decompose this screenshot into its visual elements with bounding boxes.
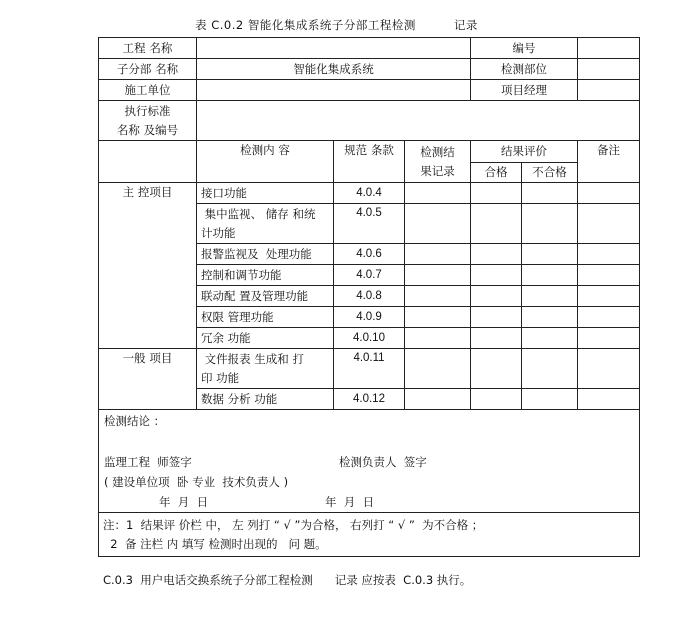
item-category-header bbox=[99, 141, 197, 183]
item-fail bbox=[522, 286, 578, 307]
item-content bbox=[197, 265, 334, 286]
column-header-row-1 bbox=[99, 141, 640, 163]
inspector-signature-label: 检测负责人 签字 bbox=[339, 455, 427, 469]
title-right: 记录 bbox=[453, 18, 478, 32]
title-left: 表 C.0.2 智能化集成系统子分部工程检测 bbox=[195, 18, 416, 32]
number-label: 编号 bbox=[471, 38, 578, 59]
item-remark bbox=[578, 307, 640, 328]
item-remark bbox=[578, 349, 640, 389]
project-name-row bbox=[99, 38, 640, 59]
item-record bbox=[405, 349, 471, 389]
sub-division-value: 智能化集成系统 bbox=[197, 59, 471, 80]
item-remark bbox=[578, 286, 640, 307]
construction-unit-value bbox=[197, 80, 471, 101]
item-content bbox=[197, 389, 334, 410]
item-pass bbox=[471, 204, 522, 244]
note-line-2: 2 备 注栏 内 填写 检测时出现的 问 题。 bbox=[103, 536, 327, 551]
item-record bbox=[405, 244, 471, 265]
notes-row bbox=[99, 513, 640, 557]
item-fail bbox=[522, 389, 578, 410]
construction-unit-row bbox=[99, 80, 640, 101]
conclusion-label: 检测结论 ： bbox=[104, 414, 166, 428]
record-header-line1: 检测结 bbox=[420, 144, 455, 159]
conclusion-row bbox=[99, 410, 640, 513]
item-fail bbox=[522, 265, 578, 286]
item-remark bbox=[578, 389, 640, 410]
item-remark bbox=[578, 183, 640, 204]
sub-division-row bbox=[99, 59, 640, 80]
clause-column-header: 规范 条款 bbox=[334, 141, 405, 183]
construction-owner-label: ( 建设单位项 卧 专业 技术负责人 ) bbox=[104, 475, 289, 489]
item-record bbox=[405, 328, 471, 349]
notes-cell bbox=[99, 513, 640, 557]
item-clause: 4.0.12 bbox=[334, 389, 405, 410]
item-fail bbox=[522, 204, 578, 244]
number-value bbox=[578, 38, 640, 59]
item-content-line2: 印 功能 bbox=[201, 370, 240, 385]
construction-unit-label: 施工单位 bbox=[99, 80, 197, 101]
evaluation-column-header: 结果评价 bbox=[471, 141, 578, 163]
note-line-1: 注：1 结果评 价栏 中， 左 列打 “ √ ”为合格， 右列打 “ √ ” 为不合格 ； bbox=[103, 517, 484, 532]
item-content-line1: 集中监视、 储存 和统 bbox=[201, 206, 316, 221]
standard-label-line2: 名称 及编号 bbox=[116, 122, 179, 137]
remark-column-header: 备注 bbox=[578, 141, 640, 183]
sub-division-label: 子分部 名称 bbox=[99, 59, 197, 80]
item-fail bbox=[522, 183, 578, 204]
fail-column-header: 不合格 bbox=[522, 163, 578, 183]
main-items-label: 主 控项目 bbox=[99, 183, 197, 349]
item-clause: 4.0.10 bbox=[334, 328, 405, 349]
item-content-line1: 文件报表 生成和 打 bbox=[201, 351, 304, 366]
item-pass bbox=[471, 286, 522, 307]
item-content-line1: 数据 分析 功能 bbox=[201, 391, 278, 406]
item-clause: 4.0.9 bbox=[334, 307, 405, 328]
item-remark bbox=[578, 244, 640, 265]
item-content bbox=[197, 204, 334, 244]
standard-row bbox=[99, 101, 640, 141]
content-column-header: 检测内 容 bbox=[197, 141, 334, 183]
item-content-line1: 联动配 置及管理功能 bbox=[201, 288, 309, 303]
conclusion-cell bbox=[99, 410, 640, 513]
footer-text: C.0.3 用户电话交换系统子分部工程检测 记录 应按表 C.0.3 执行。 bbox=[103, 573, 472, 587]
supervisor-signature-label: 监理工程 师签字 bbox=[104, 455, 192, 469]
standard-value bbox=[197, 101, 640, 141]
item-clause: 4.0.6 bbox=[334, 244, 405, 265]
item-clause: 4.0.11 bbox=[334, 349, 405, 389]
standard-label-line1: 执行标准 bbox=[124, 103, 171, 118]
item-remark bbox=[578, 328, 640, 349]
item-clause: 4.0.5 bbox=[334, 204, 405, 244]
item-record bbox=[405, 183, 471, 204]
record-header-line2: 果记录 bbox=[420, 163, 455, 178]
item-record bbox=[405, 204, 471, 244]
table-row bbox=[99, 183, 640, 204]
item-fail bbox=[522, 328, 578, 349]
item-content-line2: 计功能 bbox=[201, 225, 236, 240]
inspection-record-table bbox=[98, 37, 640, 557]
item-content-line1: 控制和调节功能 bbox=[201, 267, 282, 282]
inspection-part-value bbox=[578, 59, 640, 80]
general-items-label: 一般 项目 bbox=[99, 349, 197, 410]
record-column-header bbox=[405, 141, 471, 183]
inspection-part-label: 检测部位 bbox=[471, 59, 578, 80]
item-content-line1: 权限 管理功能 bbox=[201, 309, 274, 324]
item-fail bbox=[522, 349, 578, 389]
item-pass bbox=[471, 389, 522, 410]
item-pass bbox=[471, 328, 522, 349]
item-pass bbox=[471, 244, 522, 265]
item-fail bbox=[522, 307, 578, 328]
item-pass bbox=[471, 265, 522, 286]
item-pass bbox=[471, 307, 522, 328]
date-left: 年 月 日 bbox=[159, 495, 209, 509]
item-content bbox=[197, 307, 334, 328]
table-title bbox=[0, 17, 673, 33]
item-content-line1: 冗余 功能 bbox=[201, 330, 251, 345]
item-content bbox=[197, 183, 334, 204]
item-content bbox=[197, 328, 334, 349]
date-right: 年 月 日 bbox=[325, 495, 375, 509]
standard-label bbox=[99, 101, 197, 141]
item-fail bbox=[522, 244, 578, 265]
project-name-value bbox=[197, 38, 471, 59]
item-record bbox=[405, 389, 471, 410]
item-content-line1: 接口功能 bbox=[201, 185, 247, 200]
project-manager-label: 项目经理 bbox=[471, 80, 578, 101]
item-clause: 4.0.7 bbox=[334, 265, 405, 286]
item-content-line1: 报警监视及 处理功能 bbox=[201, 246, 312, 261]
item-remark bbox=[578, 265, 640, 286]
item-content bbox=[197, 286, 334, 307]
item-record bbox=[405, 307, 471, 328]
item-remark bbox=[578, 204, 640, 244]
item-clause: 4.0.8 bbox=[334, 286, 405, 307]
item-pass bbox=[471, 349, 522, 389]
pass-column-header: 合格 bbox=[471, 163, 522, 183]
item-content bbox=[197, 244, 334, 265]
item-record bbox=[405, 286, 471, 307]
item-clause: 4.0.4 bbox=[334, 183, 405, 204]
item-record bbox=[405, 265, 471, 286]
table-row bbox=[99, 349, 640, 389]
project-manager-value bbox=[578, 80, 640, 101]
project-name-label: 工程 名称 bbox=[99, 38, 197, 59]
item-pass bbox=[471, 183, 522, 204]
item-content bbox=[197, 349, 334, 389]
